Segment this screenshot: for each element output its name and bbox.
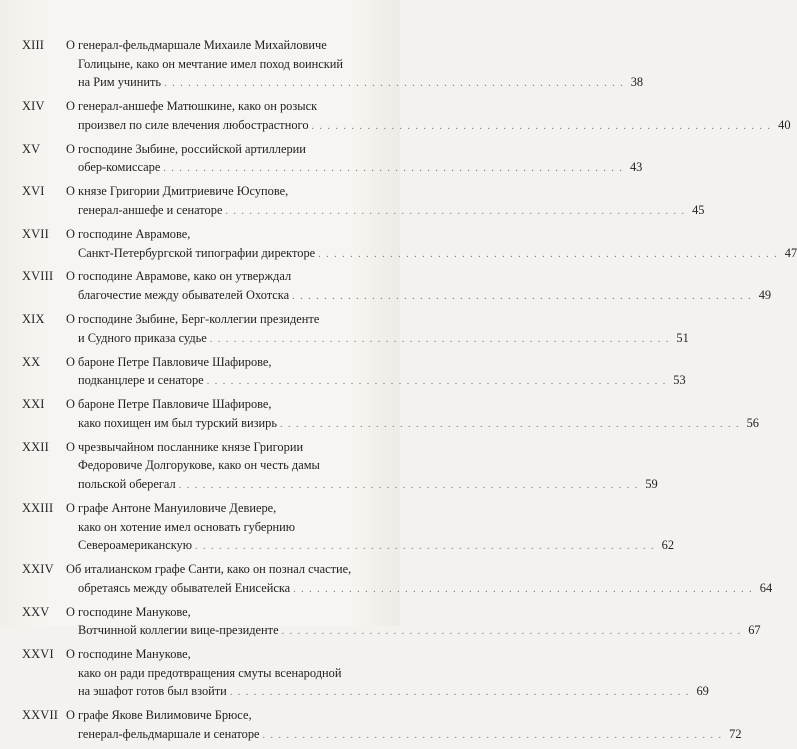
toc-entry xyxy=(22,438,658,496)
dot-leader xyxy=(179,477,639,496)
page-number: 38 xyxy=(630,75,644,90)
title-line: О господине Аврамове, xyxy=(66,226,191,241)
dot-leader xyxy=(293,581,753,600)
toc-entry xyxy=(22,603,761,642)
dot-leader xyxy=(207,373,667,392)
toc-entry xyxy=(22,36,644,94)
chapter-number: XIV xyxy=(22,99,45,114)
title-line: на эшафот готов был взойти xyxy=(78,684,227,699)
chapter-number: XXI xyxy=(22,397,45,412)
chapter-number: XXV xyxy=(22,604,50,619)
title-line: како похищен им был турский визирь xyxy=(78,415,277,430)
page-number: 59 xyxy=(645,476,658,491)
chapter-title xyxy=(66,182,704,221)
title-line: О господине Манукове, xyxy=(66,647,191,662)
page-number: 56 xyxy=(746,415,759,430)
chapter-title xyxy=(66,225,797,264)
page-number: 40 xyxy=(778,117,791,132)
title-line: обретаясь между обывателей Енисейска xyxy=(78,580,291,595)
dot-leader xyxy=(282,623,742,642)
chapter-number: XVI xyxy=(22,184,45,199)
chapter-title xyxy=(66,353,686,392)
title-line: О графе Антоне Мануиловиче Девиере, xyxy=(66,500,277,515)
chapter-number: XXII xyxy=(22,439,49,454)
title-line: О господине Зыбине, Берг-коллегии президенте xyxy=(66,312,320,327)
chapter-number: XX xyxy=(22,354,41,369)
page-number: 62 xyxy=(661,538,675,553)
dot-leader xyxy=(230,684,690,703)
title-line: како он хотение имел основать губернию xyxy=(78,519,296,534)
title-line: како он ради предотвращения смуты всенародной xyxy=(78,665,342,680)
chapter-title xyxy=(66,140,642,179)
dot-leader xyxy=(210,331,670,350)
chapter-number: XV xyxy=(22,141,41,156)
title-line: О графе Якове Вилимовиче Брюсе, xyxy=(66,708,252,723)
title-line: О генерал-аншефе Матюшкине, како он розыск xyxy=(66,99,318,114)
title-line: произвел по силе влечения любострастного xyxy=(78,117,309,132)
title-line: О бароне Петре Павловиче Шафирове, xyxy=(66,354,272,369)
title-line: благочестие между обывателей Охотска xyxy=(78,288,290,303)
title-line: Об италианском графе Санти, како он познал счастие, xyxy=(66,562,352,577)
title-line: и Судного приказа судье xyxy=(78,330,207,345)
chapter-title xyxy=(66,560,772,599)
toc-entry xyxy=(22,182,705,221)
chapter-number: XXIII xyxy=(22,500,54,515)
page-number: 67 xyxy=(748,623,761,638)
title-line: Североамериканскую xyxy=(78,538,193,553)
page-number: 45 xyxy=(692,202,705,217)
toc-entry xyxy=(22,140,643,179)
toc-entry xyxy=(22,560,773,599)
title-line: О генерал-фельдмаршале Михаиле Михайловиче xyxy=(66,38,327,52)
title-line: Федоровиче Долгорукове, како он честь дамы xyxy=(78,458,320,473)
chapter-number: XXVII xyxy=(22,708,59,723)
chapter-number: XIII xyxy=(22,38,45,52)
chapter-number: XVII xyxy=(22,226,49,241)
page-number: 47 xyxy=(784,245,797,260)
page-number: 72 xyxy=(729,727,742,742)
title-line: генерал-фельдмаршале и сенаторе xyxy=(78,727,260,742)
title-line: Вотчинной коллегии вице-президенте xyxy=(78,623,279,638)
toc-entry xyxy=(22,310,689,349)
dot-leader xyxy=(263,727,723,746)
chapter-title xyxy=(66,645,709,703)
chapter-title xyxy=(66,395,759,434)
dot-leader xyxy=(163,160,623,179)
chapter-title xyxy=(66,706,742,745)
title-line: О бароне Петре Павловиче Шафирове, xyxy=(66,397,272,412)
page-number: 69 xyxy=(696,684,709,699)
title-line: Голицыне, како он мечтание имел поход воинский xyxy=(78,56,344,71)
dot-leader xyxy=(280,416,740,435)
chapter-title xyxy=(66,97,791,136)
title-line: О господине Аврамове, како он утверждал xyxy=(66,269,292,284)
chapter-title xyxy=(66,310,689,349)
title-line: О чрезвычайном посланнике князе Григории xyxy=(66,439,304,454)
toc-entry xyxy=(22,353,686,392)
toc-entry xyxy=(22,267,772,306)
title-line: О господине Зыбине, российской артиллерии xyxy=(66,141,306,156)
page-number: 43 xyxy=(629,160,643,175)
table-of-contents xyxy=(22,36,797,749)
chapter-number: XVIII xyxy=(22,269,54,284)
title-line: О господине Манукове, xyxy=(66,604,191,619)
toc-entry xyxy=(22,225,797,264)
chapter-number: XXVI xyxy=(22,647,54,662)
title-line: на Рим учинить xyxy=(78,75,162,90)
chapter-number: XIX xyxy=(22,312,45,327)
toc-entry xyxy=(22,706,742,745)
page-number: 49 xyxy=(758,288,772,303)
toc-entry xyxy=(22,395,759,434)
dot-leader xyxy=(225,203,685,222)
title-line: польской оберегал xyxy=(78,476,176,491)
toc-entry xyxy=(22,97,791,136)
title-line: О князе Григории Дмитриевиче Юсупове, xyxy=(66,184,289,199)
chapter-title xyxy=(66,603,761,642)
page-number: 53 xyxy=(673,373,686,388)
page-number: 64 xyxy=(759,580,773,595)
chapter-number: XXIV xyxy=(22,562,54,577)
dot-leader xyxy=(164,75,624,94)
title-line: подканцлере и сенаторе xyxy=(78,373,204,388)
toc-entry xyxy=(22,645,709,703)
title-line: Санкт-Петербургской типографии директоре xyxy=(78,245,316,260)
chapter-title xyxy=(66,36,643,94)
toc-entry xyxy=(22,499,675,557)
chapter-title xyxy=(66,499,674,557)
page-number: 51 xyxy=(676,330,689,345)
chapter-title xyxy=(66,438,658,496)
dot-leader xyxy=(292,288,752,307)
chapter-title xyxy=(66,267,771,306)
title-line: генерал-аншефе и сенаторе xyxy=(78,202,223,217)
dot-leader xyxy=(195,538,655,557)
dot-leader xyxy=(318,246,778,265)
title-line: обер-комиссаре xyxy=(78,160,161,175)
dot-leader xyxy=(312,118,772,137)
